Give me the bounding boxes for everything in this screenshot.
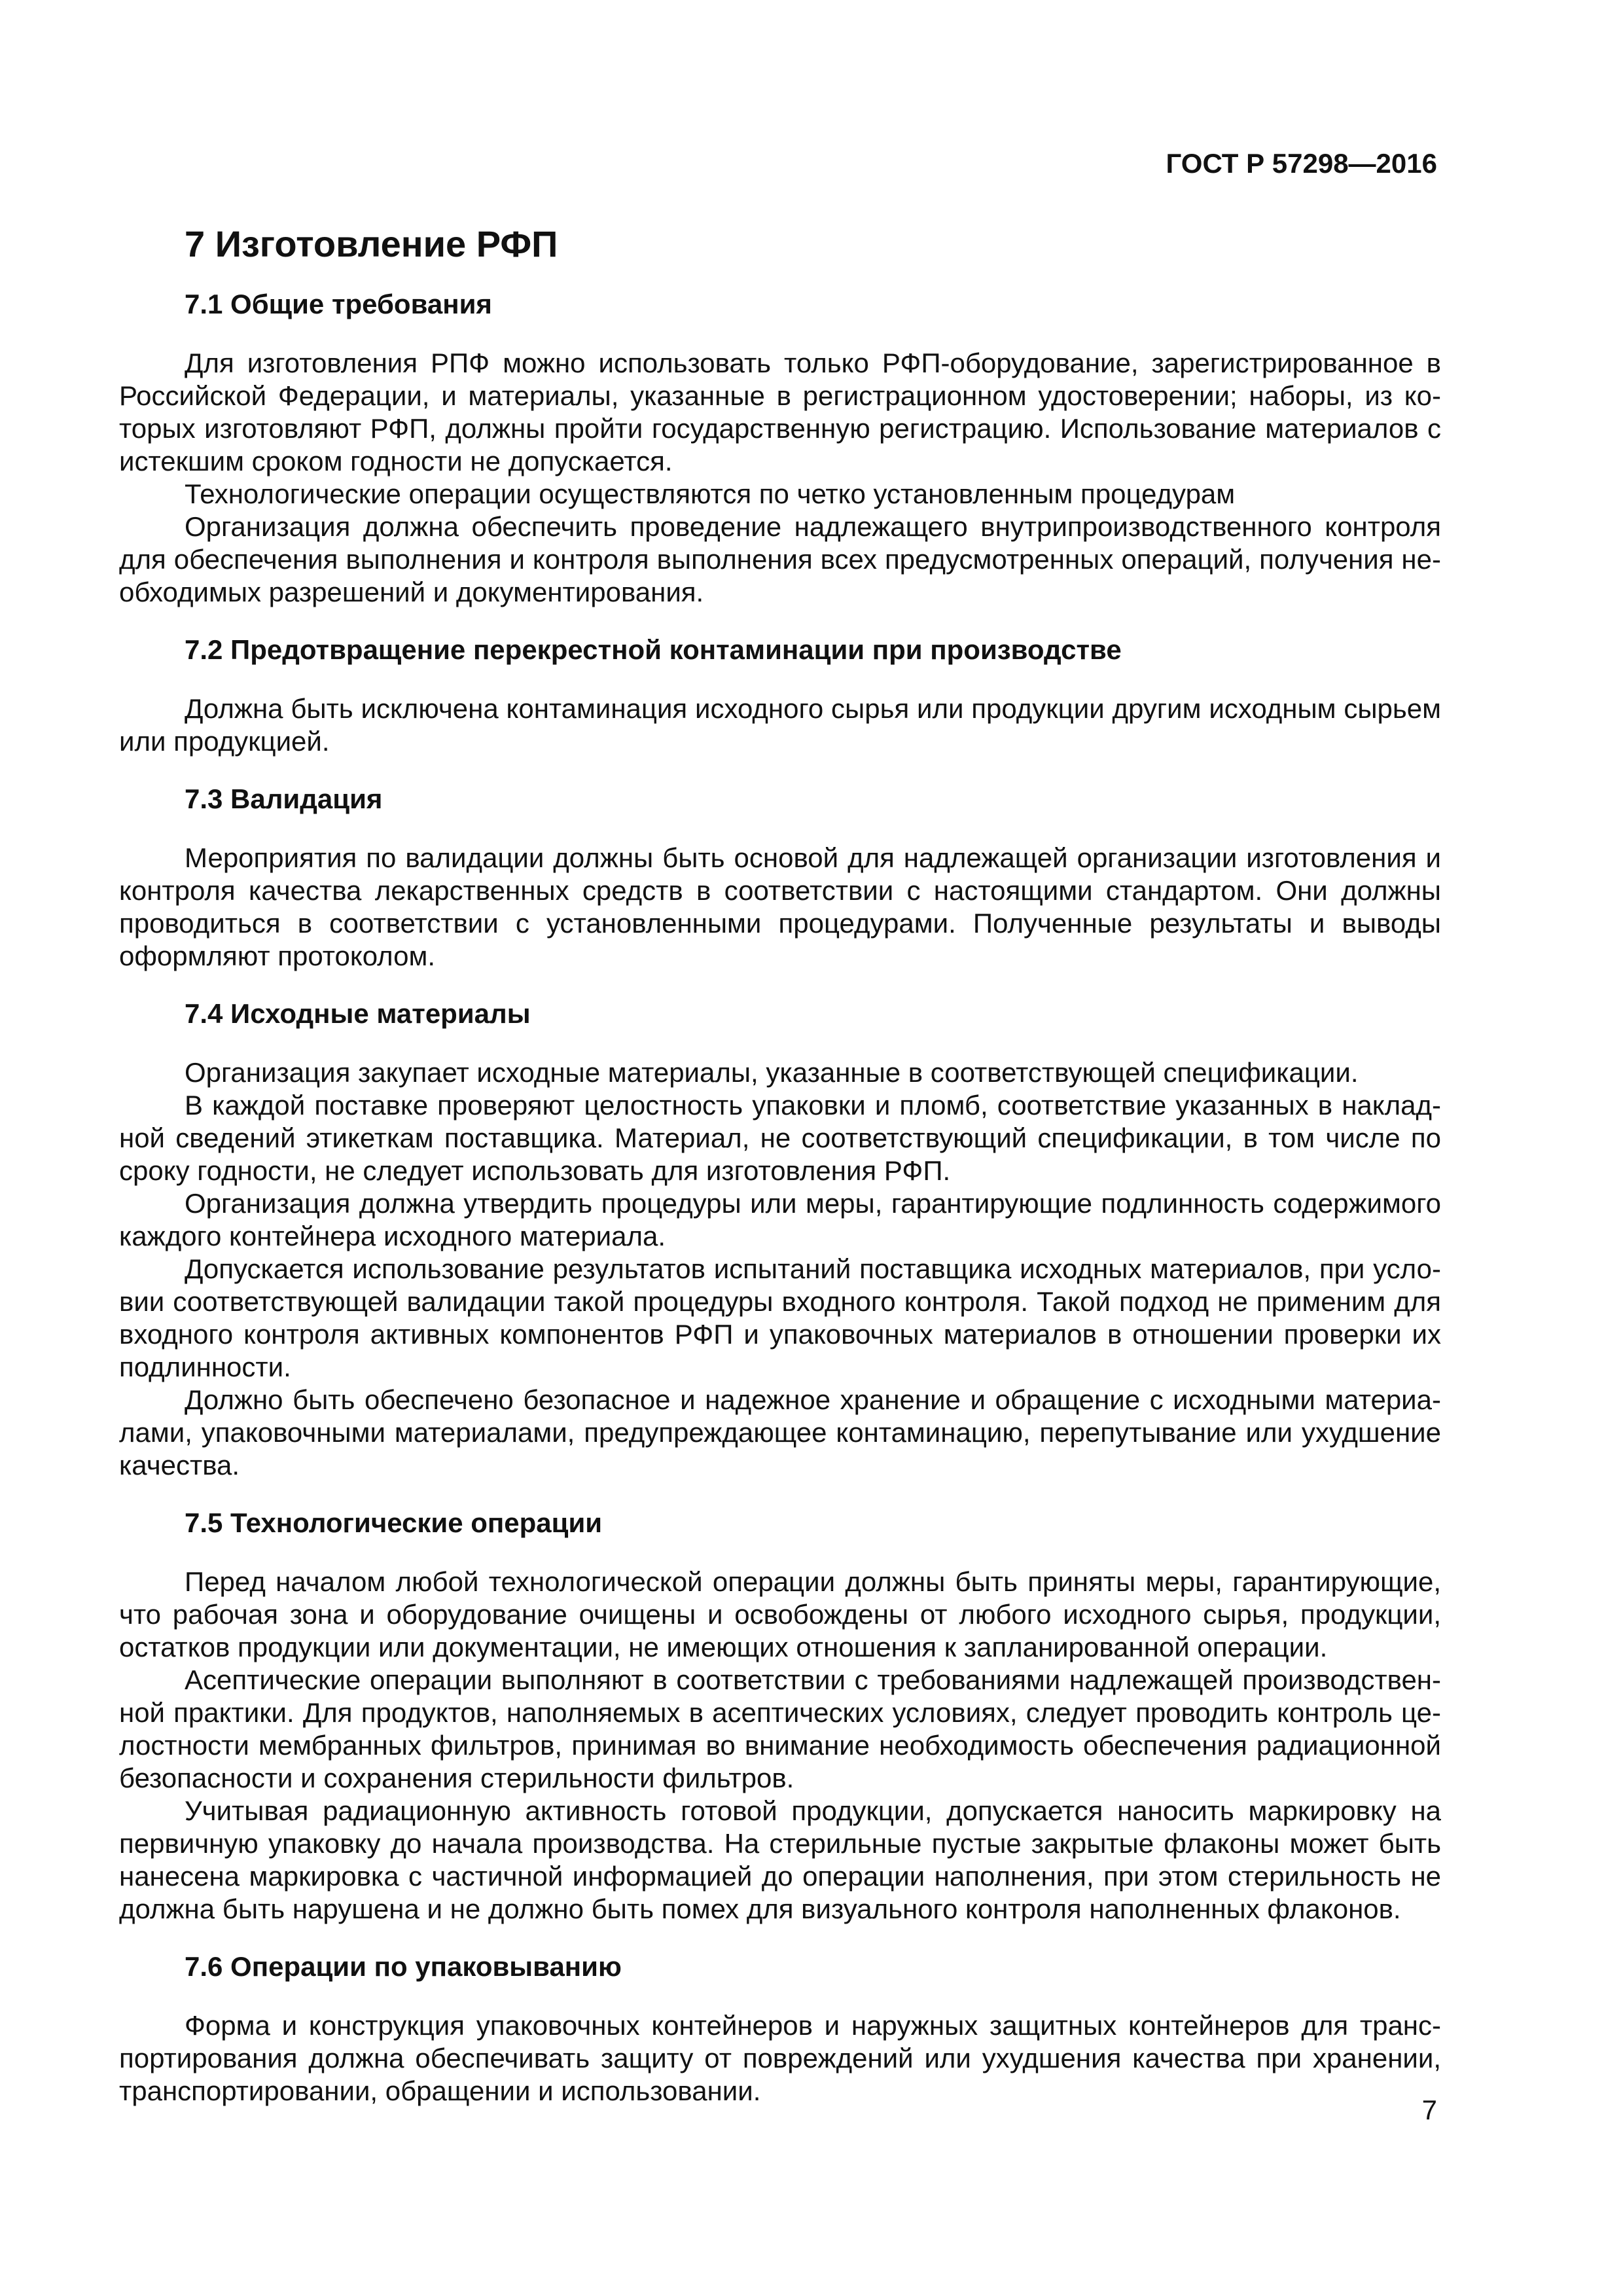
page-number: 7 (1421, 2094, 1437, 2125)
section-7-1 (119, 287, 1441, 609)
section-7-6 (119, 1949, 1441, 2108)
section-heading: 7.4 Исходные материалы (185, 998, 531, 1029)
section-7-3 (119, 781, 1441, 973)
section-7-4 (119, 996, 1441, 1482)
paragraph: Организация закупает исходные материалы, указанные в соответствующей спецификации. (185, 1057, 1359, 1088)
section-heading: 7.6 Операции по упаковыванию (185, 1951, 622, 1982)
paragraph: Организация должна обеспечить проведение надлежащего внутрипроизводственного контроля для обеспечения выполнения и контроля выполнения всех предусмотренных операций, получения необходимых разрешений и документирования. (119, 511, 1441, 607)
paragraph: Должно быть обеспечено безопасное и надежное хранение и обращение с исходными материалами, упаковочными материалами, предупреждающее контаминацию, перепутывание или ухудшение качества. (119, 1384, 1441, 1480)
section-heading: 7.3 Валидация (185, 783, 383, 814)
paragraph: Организация должна утвердить процедуры или меры, гарантирующие подлинность содержимого каждого контейнера исходного материала. (119, 1188, 1441, 1251)
paragraph: Учитывая радиационную активность готовой продукции, допускается наносить маркировку на первичную упаковку до начала производства. На стерильные пустые закрытые флаконы может быть нанесена маркировка с частичной информацией до операции наполнения, при этом стерильность не должна быть нарушена и не должно быть помех для визуального контроля наполненных флаконов. (119, 1795, 1441, 1924)
section-heading: 7.5 Технологические операции (185, 1507, 603, 1538)
section-7-2 (119, 632, 1441, 758)
page-content (119, 221, 1441, 2131)
paragraph: Допускается использование результатов испытаний поставщика исходных материалов, при условии соответствующей валидации такой процедуры входного контроля. Такой подход не применим для входного контроля активных компонентов РФП и упаковочных материалов в отношении проверки их подлинности. (119, 1253, 1441, 1382)
paragraph: Технологические операции осуществляются по четко установленным процедурам (185, 478, 1236, 509)
section-heading: 7.1 Общие требования (185, 289, 492, 319)
paragraph: Для изготовления РПФ можно использовать только РФП-оборудование, зарегистрированное в Российской Федерации, и материалы, указанные в регистрационном удостоверении; наборы, из которых изготовляют РФП, должны пройти государственную регистрацию. Использование материалов с истекшим сроком годности не допускается. (119, 348, 1441, 476)
section-7-5 (119, 1505, 1441, 1926)
paragraph: Перед началом любой технологической операции должны быть приняты меры, гарантирующие, что рабочая зона и оборудование очищены и освобождены от любого исходного сырья, продукции, остатков продукции или документации, не имеющих отношения к запланированной операции. (119, 1566, 1441, 1662)
chapter-title: 7 Изготовление РФП (185, 223, 558, 264)
section-heading: 7.2 Предотвращение перекрестной контаминации при производстве (185, 634, 1122, 665)
paragraph: Мероприятия по валидации должны быть основой для надлежащей организации изготовления и контроля качества лекарственных средств в соответствии с настоящими стандартом. Они должны проводиться в соответствии с установленными процедурами. Полученные результаты и выводы оформляют протоколом. (119, 842, 1441, 971)
paragraph: В каждой поставке проверяют целостность упаковки и пломб, соответствие указанных в накладной сведений этикеткам поставщика. Материал, не соответствующий спецификации, в том числе по сроку годности, не следует использовать для изготовления РФП. (119, 1090, 1441, 1186)
paragraph: Форма и конструкция упаковочных контейнеров и наружных защитных контейнеров для транспортирования должна обеспечивать защиту от повреждений или ухудшения качества при хранении, транспортировании, обращении и использовании. (119, 2010, 1441, 2106)
paragraph: Должна быть исключена контаминация исходного сырья или продукции другим исходным сырьем или продукцией. (119, 693, 1441, 757)
paragraph: Асептические операции выполняют в соответствии с требованиями надлежащей производственной практики. Для продуктов, наполняемых в асептических условиях, следует проводить контроль целостности мембранных фильтров, принимая во внимание необходимость обеспечения радиационной безопасности и сохранения стерильности фильтров. (119, 1664, 1441, 1793)
document-code: ГОСТ Р 57298—2016 (1166, 148, 1437, 179)
